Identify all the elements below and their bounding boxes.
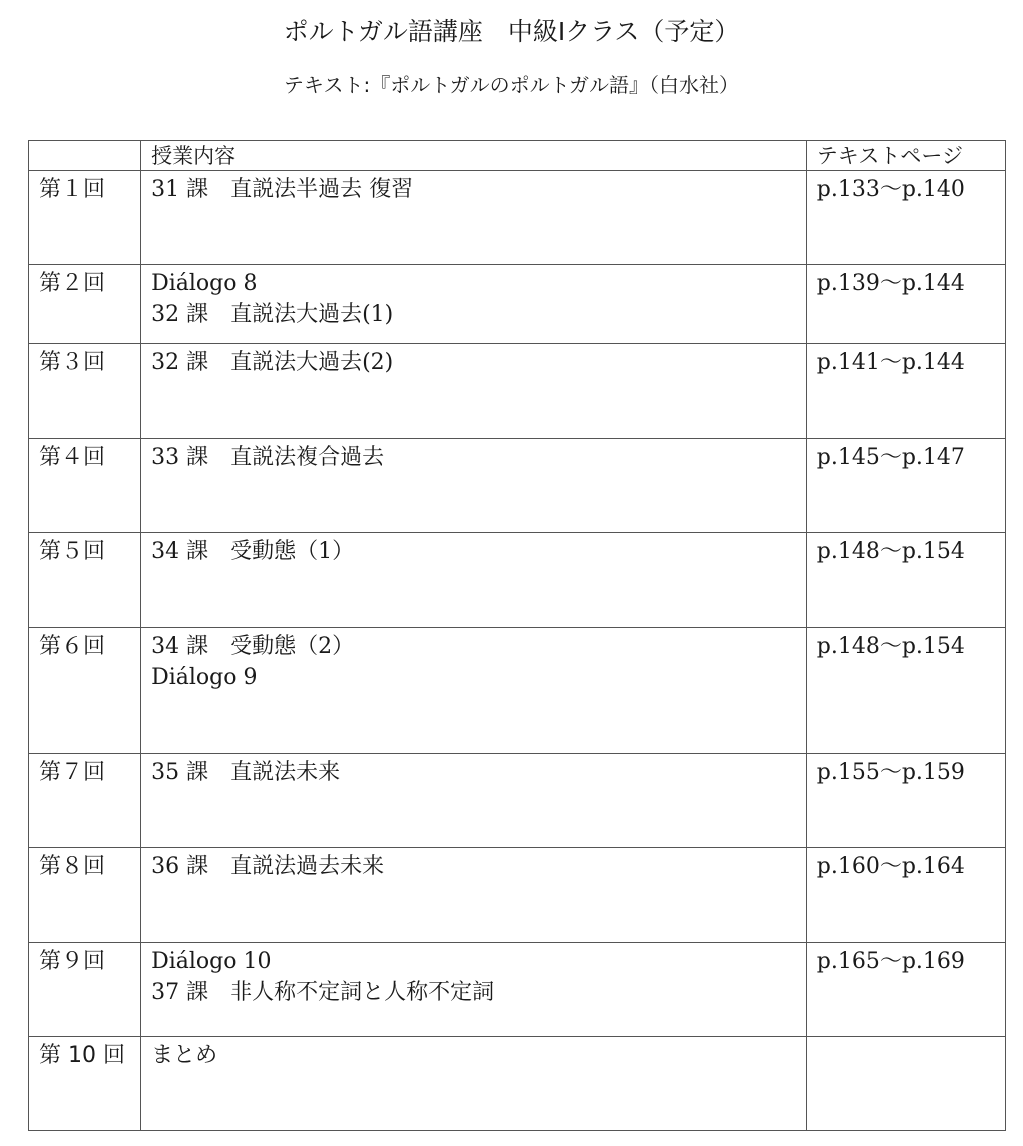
content-line: 32 課 直説法大過去(1) xyxy=(151,302,394,327)
session-cell: 第５回 xyxy=(29,533,141,628)
content-line: 31 課 直説法半過去 復習 xyxy=(151,177,414,202)
session-cell: 第８回 xyxy=(29,848,141,943)
session-cell: 第７回 xyxy=(29,754,141,848)
content-cell xyxy=(141,943,807,1037)
content-cell xyxy=(141,533,807,628)
header-pages: テキストページ xyxy=(806,141,1005,171)
content-line: 32 課 直説法大過去(2) xyxy=(151,350,394,375)
content-cell xyxy=(141,754,807,848)
pages-cell: p.148～p.154 xyxy=(806,533,1005,628)
pages-cell: p.165～p.169 xyxy=(806,943,1005,1037)
content-cell xyxy=(141,1037,807,1131)
content-line: まとめ xyxy=(151,1043,218,1068)
schedule-table xyxy=(28,140,1006,1131)
header-content: 授業内容 xyxy=(141,141,807,171)
session-cell: 第 10 回 xyxy=(29,1037,141,1131)
content-cell xyxy=(141,171,807,265)
content-line: Diálogo 8 xyxy=(151,271,258,296)
pages-cell: p.160～p.164 xyxy=(806,848,1005,943)
table-row xyxy=(29,943,1006,1037)
table-row xyxy=(29,1037,1006,1131)
pages-cell: p.155～p.159 xyxy=(806,754,1005,848)
content-line: 34 課 受動態（1） xyxy=(151,539,355,564)
content-cell xyxy=(141,848,807,943)
table-row xyxy=(29,533,1006,628)
table-row xyxy=(29,439,1006,533)
table-row xyxy=(29,628,1006,754)
content-line: 37 課 非人称不定詞と人称不定詞 xyxy=(151,980,495,1005)
content-line: 33 課 直説法複合過去 xyxy=(151,445,385,470)
content-cell xyxy=(141,265,807,344)
content-line: Diálogo 9 xyxy=(151,665,258,690)
session-cell: 第４回 xyxy=(29,439,141,533)
pages-cell: p.133～p.140 xyxy=(806,171,1005,265)
table-row xyxy=(29,344,1006,439)
content-cell xyxy=(141,344,807,439)
session-cell: 第３回 xyxy=(29,344,141,439)
table-row xyxy=(29,265,1006,344)
session-cell: 第６回 xyxy=(29,628,141,754)
session-cell: 第９回 xyxy=(29,943,141,1037)
session-cell: 第１回 xyxy=(29,171,141,265)
pages-cell: p.141～p.144 xyxy=(806,344,1005,439)
content-line: 34 課 受動態（2） xyxy=(151,634,355,659)
table-row xyxy=(29,848,1006,943)
pages-cell: p.148～p.154 xyxy=(806,628,1005,754)
document-title: ポルトガル語講座 中級Ⅰクラス（予定） xyxy=(283,17,740,46)
content-cell xyxy=(141,439,807,533)
content-cell xyxy=(141,628,807,754)
table-row xyxy=(29,171,1006,265)
content-line: 36 課 直説法過去未来 xyxy=(151,854,385,879)
pages-cell: p.139～p.144 xyxy=(806,265,1005,344)
table-row xyxy=(29,754,1006,848)
textbook-subtitle: テキスト:『ポルトガルのポルトガル語』（白水社） xyxy=(283,73,740,97)
content-line: 35 課 直説法未来 xyxy=(151,760,341,785)
table-header-row xyxy=(29,141,1006,171)
pages-cell: p.145～p.147 xyxy=(806,439,1005,533)
header-session xyxy=(29,141,141,171)
content-line: Diálogo 10 xyxy=(151,949,272,974)
pages-cell xyxy=(806,1037,1005,1131)
session-cell: 第２回 xyxy=(29,265,141,344)
